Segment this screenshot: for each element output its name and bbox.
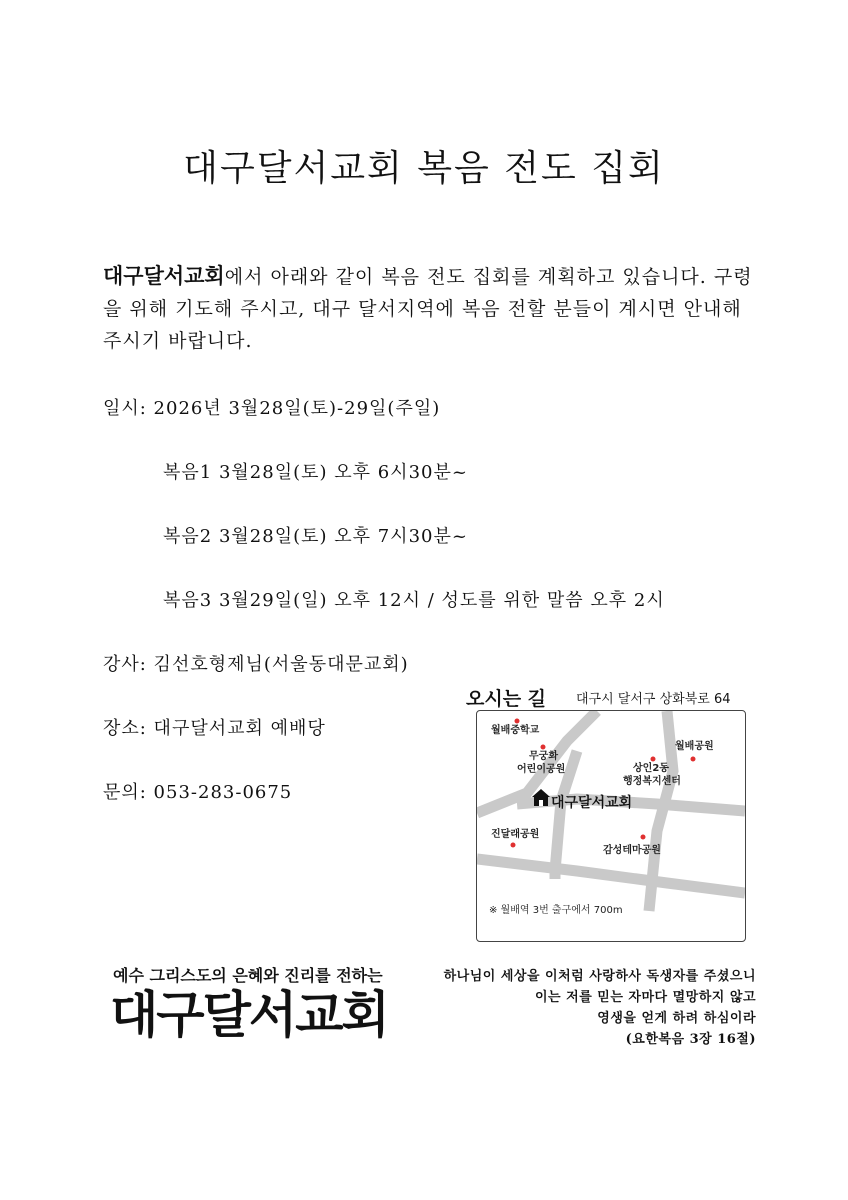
verse-reference: (요한복음 3장 16절) <box>625 1032 756 1047</box>
poi-park1b: 어린이공원 <box>517 764 566 775</box>
map-svg <box>477 711 745 941</box>
session-2: 복음2 3월28일(토) 오후 7시30분~ <box>163 526 468 547</box>
map-frame <box>476 710 746 942</box>
schedule-dates: 일시: 2026년 3월28일(토)-29일(주일) <box>103 398 441 419</box>
poi-center-a: 상인2동 <box>633 763 669 774</box>
contact: 문의: 053-283-0675 <box>103 782 293 803</box>
verse-line-1: 하나님이 세상을 이처럼 사랑하사 독생자를 주셨으니 <box>443 969 756 984</box>
poi-park1a: 무궁화 <box>529 751 558 762</box>
directions-map <box>466 680 756 955</box>
poi-wolbae-park: 월배공원 <box>675 741 714 752</box>
place: 장소: 대구달서교회 예배당 <box>103 718 326 739</box>
intro-church-name: 대구달서교회 <box>103 264 225 288</box>
marker-center <box>651 757 656 762</box>
poi-theme-park: 감성테마공원 <box>603 845 661 856</box>
verse-line-2: 이는 저를 믿는 자마다 멸망하지 않고 <box>535 990 756 1005</box>
poi-center-b: 행정복지센터 <box>623 776 681 787</box>
marker-azalea <box>511 843 516 848</box>
session-3: 복음3 3월29일(일) 오후 12시 / 성도를 위한 말씀 오후 2시 <box>163 590 665 611</box>
poi-school: 월배중학교 <box>491 725 540 736</box>
map-title: 오시는 길 <box>466 688 547 710</box>
church-slogan: 예수 그리스도의 은혜와 진리를 전하는 <box>113 966 383 985</box>
marker-wolbae-park <box>691 757 696 762</box>
marker-park1 <box>541 745 546 750</box>
intro-paragraph <box>103 260 763 357</box>
poi-church: 대구달서교회 <box>551 795 633 811</box>
map-address: 대구시 달서구 상화북로 64 <box>576 692 731 707</box>
session-1: 복음1 3월28일(토) 오후 6시30분~ <box>163 462 468 483</box>
bible-verse <box>444 966 756 1050</box>
page-title: 대구달서교회 복음 전도 집회 <box>183 148 665 189</box>
intro-text: 에서 아래와 같이 복음 전도 집회를 계획하고 있습니다. 구령을 위해 기도해 주시고, 대구 달서지역에 복음 전할 분들이 계시면 안내해 주시기 바랍니다. <box>103 266 753 352</box>
poi-azalea: 진달래공원 <box>491 829 540 840</box>
verse-line-3: 영생을 얻게 하려 하심이라 <box>597 1011 756 1026</box>
speaker: 강사: 김선호형제님(서울동대문교회) <box>103 654 409 675</box>
map-note: ※ 월배역 3번 출구에서 700m <box>489 905 623 916</box>
marker-school <box>515 719 520 724</box>
marker-theme-park <box>641 835 646 840</box>
church-logo: 대구달서교회 <box>110 986 388 1044</box>
road-bottom <box>477 859 745 893</box>
